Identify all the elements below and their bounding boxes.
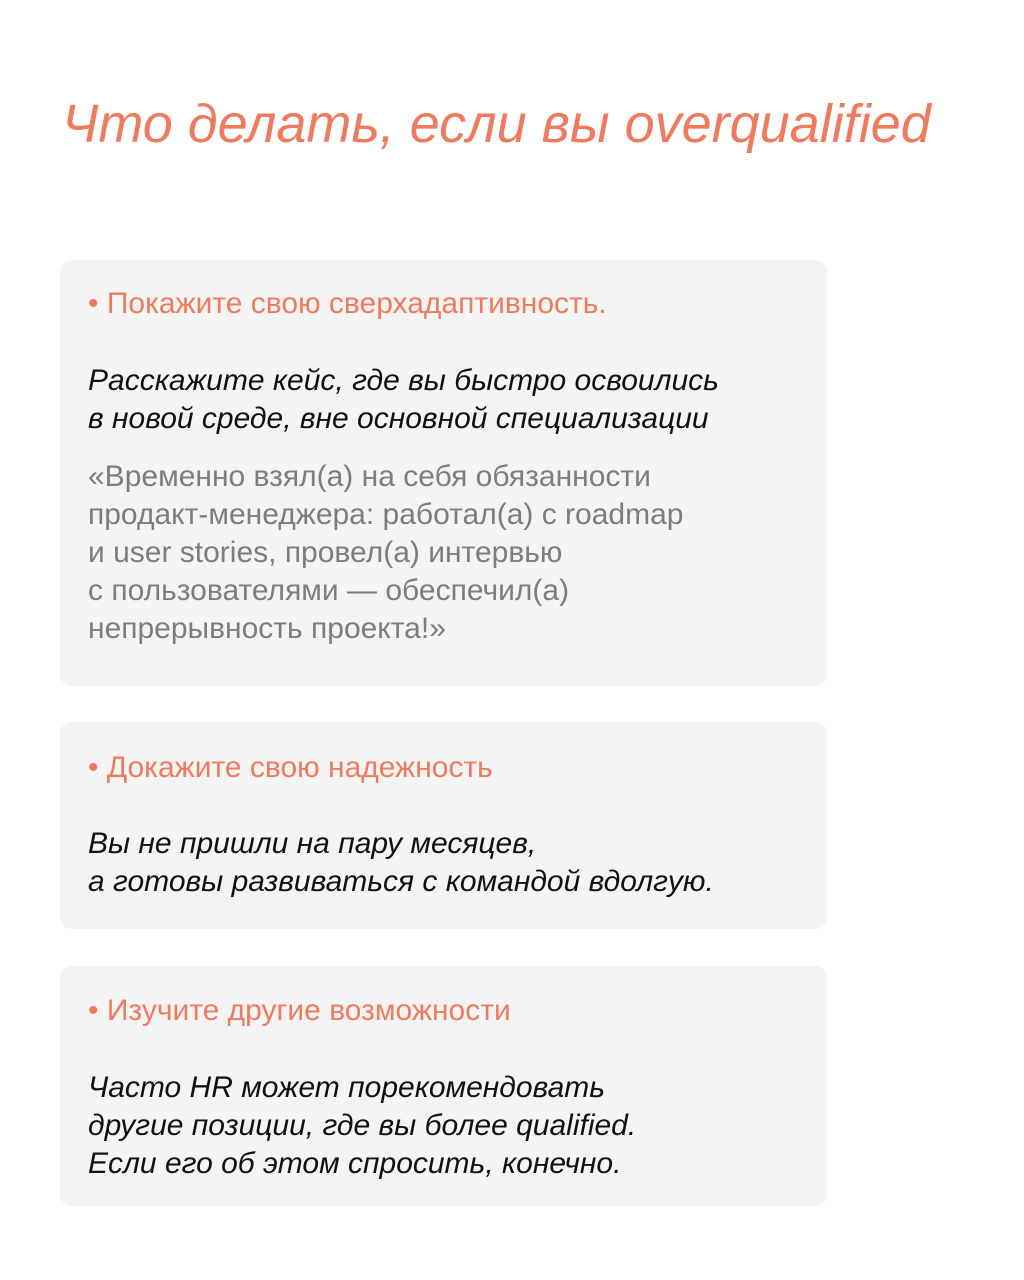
tip-example-quote: «Временно взял(а) на себя обязанности продакт-менеджера: работал(а) с roadmap и user stories, провел(а) интервью с пользователями — обеспечил(а) непрерывность проекта!» (88, 460, 684, 645)
page-title: Что делать, если вы overqualified (62, 94, 931, 154)
tip-body: Часто HR может порекомендовать другие позиции, где вы более qualified. Если его об этом спросить, конечно. (88, 1071, 637, 1180)
tip-body: Расскажите кейс, где вы быстро освоились в новой среде, вне основной специализации (88, 364, 719, 435)
tip-card-opportunities (60, 966, 827, 1206)
tip-card-reliability (60, 722, 827, 929)
tip-body: Вы не пришли на пару месяцев, а готовы развиваться с командой вдолгую. (88, 827, 714, 898)
tip-heading: • Изучите другие возможности (88, 994, 511, 1027)
tip-card-adaptability (60, 260, 827, 686)
tip-heading: • Покажите свою сверхадаптивность. (88, 287, 607, 320)
tip-heading: • Докажите свою надежность (88, 751, 493, 784)
